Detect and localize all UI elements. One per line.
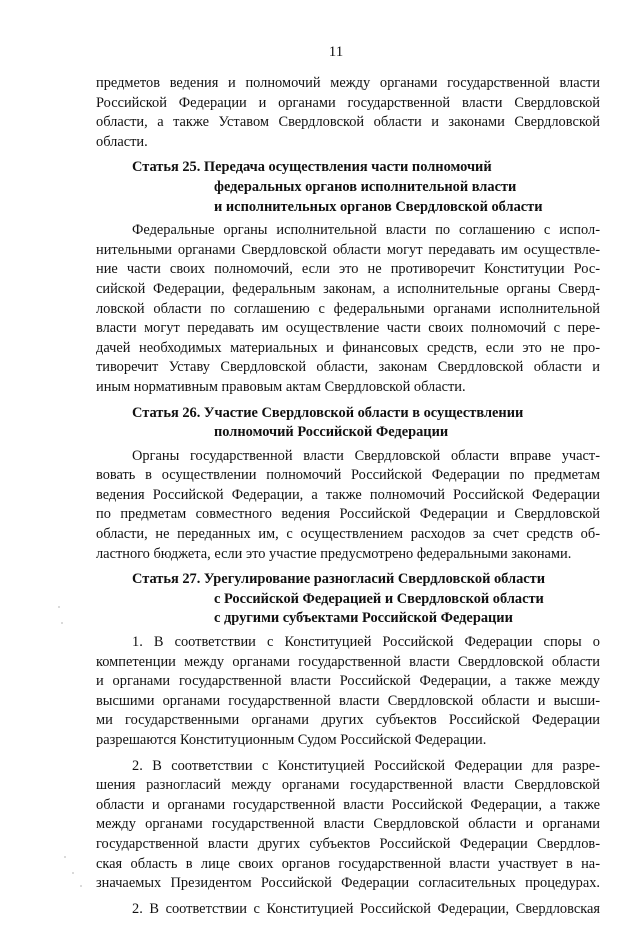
text-line: высшими органами государственной власти Свердловской области и высши- [96, 692, 600, 709]
text-line: области, а также Уставом Свердловской области и законами Свердловской [96, 114, 600, 131]
article-title-line: с Российской Федерацией и Свердловской области [214, 590, 544, 607]
text-line: ние части своих полномочий, если это не противоречит Конституции Рос- [96, 261, 600, 278]
trailing-paragraph [96, 900, 600, 920]
article-26-title [96, 404, 600, 443]
article-title-line: Статья 27. Урегулирование разногласий Свердловской области [132, 571, 546, 588]
text-line: ведения Российской Федерации, а также полномочий Российской Федерации [96, 486, 600, 503]
text-line: области и органами государственной власти Российской Федерации, а также [96, 796, 600, 813]
text-line: 1. В соответствии с Конституцией Российской Федерации споры о [132, 634, 600, 651]
scan-artifact [61, 622, 63, 624]
text-line: ловской области по соглашению с федеральными органами исполнительной [96, 300, 600, 317]
text-line: иным нормативным правовым актам Свердловской области. [96, 378, 466, 395]
scan-artifact [64, 856, 66, 858]
text-line: 2. В соответствии с Конституцией Российской Федерации для разре- [132, 757, 600, 774]
scan-artifact [72, 872, 74, 874]
article-title-line: с другими субъектами Российской Федерации [214, 610, 513, 627]
article-27-paragraph-1 [96, 633, 600, 751]
article-title-line: Статья 25. Передача осуществления части полномочий [132, 159, 492, 176]
scan-artifact [58, 606, 60, 608]
article-title-line: и исполнительных органов Свердловской области [214, 198, 543, 215]
text-line: нительными органами Свердловской области могут передавать им осуществле- [96, 241, 600, 258]
text-line: власти могут передавать им осуществление части своих полномочий с пере- [96, 320, 600, 337]
article-title-line: Статья 26. Участие Свердловской области в осуществлении [132, 404, 524, 421]
text-line: ми государственными органами других субъектов Российской Федерации [96, 712, 600, 729]
text-line: разрешаются Конституционным Судом Российской Федерации. [96, 732, 487, 748]
text-line: значаемых Президентом Российской Федерации согласительных процедурах. [96, 875, 600, 892]
text-line: ская область в лице своих органов государственной власти участвует в на- [96, 855, 600, 872]
text-line: предметов ведения и полномочий между органами государственной власти [96, 75, 600, 91]
text-line: шения разногласий между органами государственной власти Свердловской [96, 777, 600, 794]
text-line: между органами государственной власти Свердловской области и органами [96, 816, 600, 833]
text-line: области. [96, 133, 148, 150]
text-line: государственной власти других субъектов Российской Федерации Свердлов- [96, 835, 600, 852]
article-26-paragraph [96, 447, 600, 565]
text-line: вовать в осуществлении полномочий Российской Федерации по предметам [96, 467, 600, 484]
text-line: по предметам совместного ведения Российской Федерации и Свердловской [96, 506, 600, 523]
text-line: компетенции между органами государственной власти Свердловской области [96, 653, 600, 670]
text-line: 2. В соответствии с Конституцией Российской Федерации, Свердловская [132, 900, 600, 917]
text-line: Российской Федерации и органами государственной власти Свердловской [96, 94, 600, 111]
text-line: ластного бюджета, если это участие предусмотрено федеральными законами. [96, 545, 572, 562]
scan-artifact [80, 885, 82, 887]
text-line: тиворечит Уставу Свердловской области, законам Свердловской области и [96, 359, 600, 376]
article-27-paragraph-2 [96, 757, 600, 894]
text-line: области, не переданных им, с осуществлением расходов за счет средств об- [96, 526, 600, 543]
intro-paragraph [96, 74, 600, 152]
page-content [96, 74, 600, 925]
text-line: Органы государственной власти Свердловской области вправе участ- [132, 447, 600, 464]
article-title-line: полномочий Российской Федерации [214, 424, 449, 441]
page-number: 11 [328, 44, 344, 60]
article-25-paragraph [96, 221, 600, 397]
text-line: сийской Федерации, федеральным законам, а исполнительные органы Сверд- [96, 280, 600, 297]
text-line: Федеральные органы исполнительной власти по соглашению с испол- [132, 222, 600, 239]
text-line: дачей необходимых материальных и финансовых средств, если это не про- [96, 339, 600, 356]
article-title-line: федеральных органов исполнительной власти [214, 178, 517, 195]
article-27-title [96, 570, 600, 629]
article-25-title [96, 158, 600, 217]
text-line: и органами государственной власти Российской Федерации, а также между [96, 673, 600, 690]
